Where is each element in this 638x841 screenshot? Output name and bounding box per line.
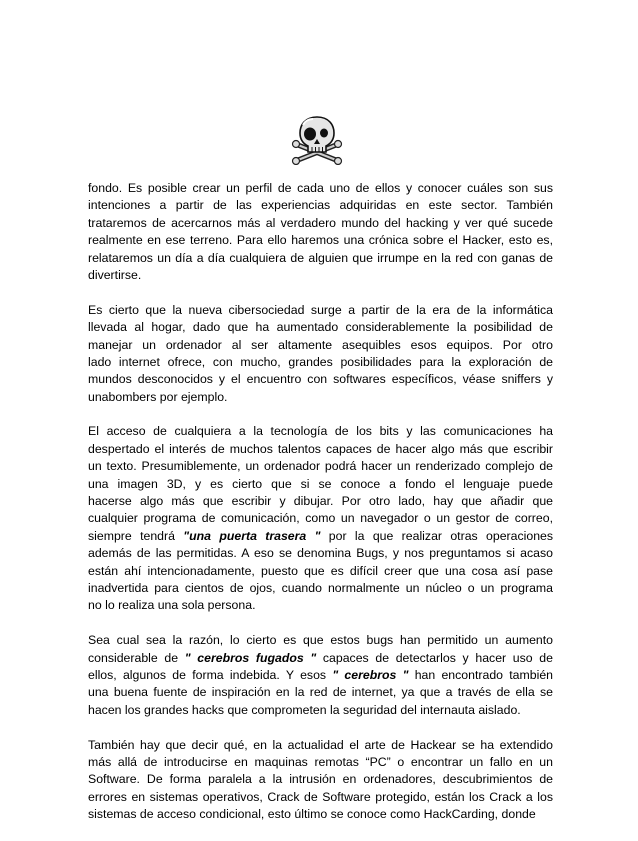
text-line: [88, 754, 553, 771]
text-line: [88, 667, 553, 684]
text-run: Software. De forma paralela a la intrusión en ordenadores, descubrimientos de: [88, 772, 553, 787]
text-line: [88, 510, 553, 527]
text-line: [88, 389, 553, 406]
text-line: [88, 789, 553, 806]
text-line: [88, 684, 553, 701]
text-line: [88, 215, 553, 232]
text-line: [88, 337, 553, 354]
text-run: despertado el interés de muchos talentos capaces de hacer algo más que escribir: [88, 441, 553, 456]
emphasis-text: " cerebros fugados ": [184, 650, 317, 665]
text-line: [88, 771, 553, 788]
text-run: fondo. Es posible crear un perfil de cada uno de ellos y conocer cuáles son sus: [88, 181, 553, 195]
text-run: trataremos de acercarnos más al verdadero mundo del hacking y ver qué sucede: [88, 215, 553, 230]
document-body: [88, 180, 553, 841]
text-run: hacen los grandes hacks que comprometen la seguridad del internauta aislado.: [88, 702, 521, 717]
text-line: [88, 528, 553, 545]
text-run: ellos, algunos de forma indebida. Y esos: [88, 667, 333, 682]
text-line: [88, 371, 553, 388]
paragraph: [88, 423, 553, 614]
paragraph: [88, 737, 553, 824]
emphasis-text: " cerebros ": [332, 667, 409, 682]
paragraph: [88, 632, 553, 719]
text-line: [88, 806, 553, 823]
text-run: por la que realizar otras operaciones: [320, 528, 553, 543]
text-line: [88, 441, 553, 458]
text-run: más allá de introducirse en maquinas remotas “PC” o encontrar un fallo en un: [88, 754, 553, 769]
text-line: [88, 702, 553, 719]
text-line: [88, 545, 553, 562]
text-run: También hay que decir qué, en la actualidad el arte de Hackear se ha extendido: [88, 737, 553, 752]
text-run: además de las permitidas. A eso se denomina Bugs, y nos preguntamos si acaso: [88, 546, 553, 561]
text-line: [88, 232, 553, 249]
text-run: sistemas de acceso condicional, esto último se conoce como HackCarding, donde: [88, 807, 536, 822]
text-run: Es cierto que la nueva cibersociedad surge a partir de la era de la informática: [88, 302, 553, 317]
text-line: [88, 267, 553, 284]
text-line: [88, 250, 553, 267]
text-run: errores en sistemas operativos, Crack de Software protegido, están los Crack a los: [88, 789, 553, 804]
text-run: un texto. Presumiblemente, un ordenador podrá hacer un renderizado complejo de: [88, 459, 553, 474]
text-line: [88, 476, 553, 493]
text-run: considerable de: [88, 650, 185, 665]
text-run: intenciones a partir de las experiencias adquiridas en este sector. También: [88, 198, 553, 213]
text-run: una buena fuente de inspiración en la red de internet, ya que a través de ella se: [88, 685, 553, 700]
emphasis-text: "una puerta trasera ": [183, 528, 321, 543]
text-run: llevada al hogar, dado que ha aumentado considerablemente la posibilidad de: [88, 320, 553, 335]
text-run: hacerse algo más que escribir y dibujar. Por otro lado, hay que añadir que: [88, 494, 553, 509]
text-line: [88, 580, 553, 597]
skull-crossbones-icon: [291, 115, 343, 165]
text-line: [88, 737, 553, 754]
text-run: no lo realiza una sola persona.: [88, 598, 256, 613]
text-run: manejar un ordenador al ser altamente asequibles esos equipos. Por otro: [88, 337, 553, 352]
text-run: inadvertida para cientos de ojos, cuando normalmente un núcleo o un programa: [88, 580, 553, 595]
text-run: están ahí intencionadamente, puesto que es difícil creer que una cosa así pase: [88, 563, 553, 578]
text-line: [88, 423, 553, 440]
text-line: [88, 563, 553, 580]
text-run: mundos desconocidos y el encuentro con softwares específicos, véase sniffers y: [88, 372, 553, 387]
text-run: una imagen 3D, y es cierto que si se conoce a fondo el lenguaje puede: [88, 476, 553, 491]
text-run: relataremos un día a día cualquiera de alguien que irrumpe en la red con ganas de: [88, 250, 553, 265]
text-run: Sea cual sea la razón, lo cierto es que estos bugs han permitido un aumento: [88, 633, 553, 648]
text-run: cualquier programa de comunicación, como un navegador o un gestor de correo,: [88, 511, 553, 526]
text-run: siempre tendrá: [88, 528, 184, 543]
text-line: [88, 632, 553, 649]
text-line: [88, 354, 553, 371]
text-run: han encontrado también: [408, 667, 553, 682]
text-run: lado internet ofrece, con mucho, grandes posibilidades para la exploración de: [88, 354, 553, 369]
text-line: [88, 197, 553, 214]
text-line: [88, 319, 553, 336]
text-line: [88, 180, 553, 197]
text-run: capaces de detectarlos y hacer uso de: [316, 650, 553, 665]
text-run: unabombers por ejemplo.: [88, 389, 228, 404]
text-line: [88, 650, 553, 667]
text-line: [88, 493, 553, 510]
text-run: divertirse.: [88, 267, 142, 282]
text-run: realmente en ese terreno. Para ello haremos una crónica sobre el Hacker, esto es,: [88, 233, 553, 248]
text-run: El acceso de cualquiera a la tecnología de los bits y las comunicaciones ha: [88, 424, 553, 439]
text-line: [88, 458, 553, 475]
text-line: [88, 302, 553, 319]
text-line: [88, 597, 553, 614]
paragraph: [88, 302, 553, 406]
paragraph: [88, 180, 553, 284]
